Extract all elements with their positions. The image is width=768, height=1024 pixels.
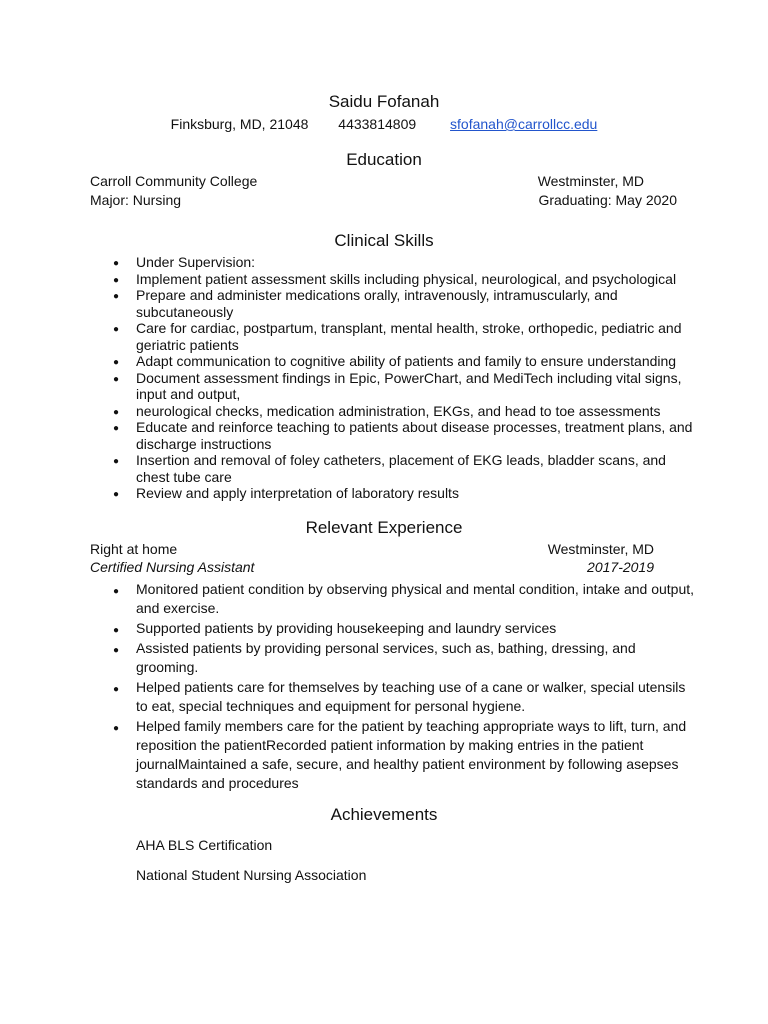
achievements-heading: Achievements bbox=[330, 805, 438, 824]
list-item: ● Monitored patient condition by observing physical and mental condition, intake and output, and exercise. bbox=[90, 580, 696, 618]
candidate-name: Saidu Fofanah bbox=[328, 92, 440, 111]
clinical-skills-heading: Clinical Skills bbox=[334, 231, 434, 250]
employer-location: Westminster, MD bbox=[547, 541, 654, 557]
list-item: ● Helped patients care for themselves by teaching use of a cane or walker, special utensils to eat, special techniques and equipment for personal hygiene. bbox=[90, 678, 696, 716]
clinical-skills-list bbox=[90, 254, 696, 502]
list-item: ● Care for cardiac, postpartum, transplant, mental health, stroke, orthopedic, pediatric and geriatric patients bbox=[90, 320, 696, 353]
list-item: ● Prepare and administer medications orally, intravenously, intramuscularly, and subcutaneously bbox=[90, 287, 696, 320]
list-item: ● Helped family members care for the patient by teaching appropriate ways to lift, turn, and reposition the patientRecorded patient information by making entries in the patient journalMaintained a safe, secure, and healthy patient environment by following asepses standards and procedures bbox=[90, 717, 696, 793]
major: Major: Nursing bbox=[90, 192, 182, 208]
list-item: ● Review and apply interpretation of laboratory results bbox=[90, 485, 696, 502]
school-name: Carroll Community College bbox=[90, 173, 258, 189]
role-row bbox=[90, 559, 654, 577]
experience-list bbox=[90, 580, 696, 794]
list-item: ● Supported patients by providing housekeeping and laundry services bbox=[90, 619, 696, 638]
list-item: ● Implement patient assessment skills including physical, neurological, and psychological bbox=[90, 271, 696, 288]
list-item: ● Adapt communication to cognitive ability of patients and family to ensure understanding bbox=[90, 353, 696, 370]
list-item: ● Under Supervision: bbox=[90, 254, 696, 271]
phone-number: 4433814809 bbox=[338, 116, 417, 132]
experience-heading: Relevant Experience bbox=[305, 518, 463, 537]
education-major-row bbox=[90, 192, 677, 210]
list-item: ● Assisted patients by providing personal services, such as, bathing, dressing, and grooming. bbox=[90, 639, 696, 677]
email-link[interactable]: sfofanah@carrollcc.edu bbox=[450, 116, 598, 132]
achievement-item: AHA BLS Certification bbox=[136, 837, 273, 853]
list-item: ● neurological checks, medication administration, EKGs, and head to toe assessments bbox=[90, 403, 696, 420]
school-location: Westminster, MD bbox=[537, 173, 644, 189]
employer-row bbox=[90, 541, 654, 559]
achievement-item: National Student Nursing Association bbox=[136, 867, 367, 883]
contact-line bbox=[0, 116, 768, 132]
employer-name: Right at home bbox=[90, 541, 178, 557]
education-school-row bbox=[90, 173, 654, 191]
list-item: ● Document assessment findings in Epic, PowerChart, and MediTech including vital signs, input and output, bbox=[90, 370, 696, 403]
education-heading: Education bbox=[346, 150, 422, 169]
job-dates: 2017-2019 bbox=[587, 559, 654, 575]
list-item: ● Insertion and removal of foley catheters, placement of EKG leads, bladder scans, and chest tube care bbox=[90, 452, 696, 485]
list-item: ● Educate and reinforce teaching to patients about disease processes, treatment plans, and discharge instructions bbox=[90, 419, 696, 452]
address: Finksburg, MD, 21048 bbox=[170, 116, 309, 132]
graduation-date: Graduating: May 2020 bbox=[538, 192, 677, 208]
job-title: Certified Nursing Assistant bbox=[90, 559, 255, 575]
